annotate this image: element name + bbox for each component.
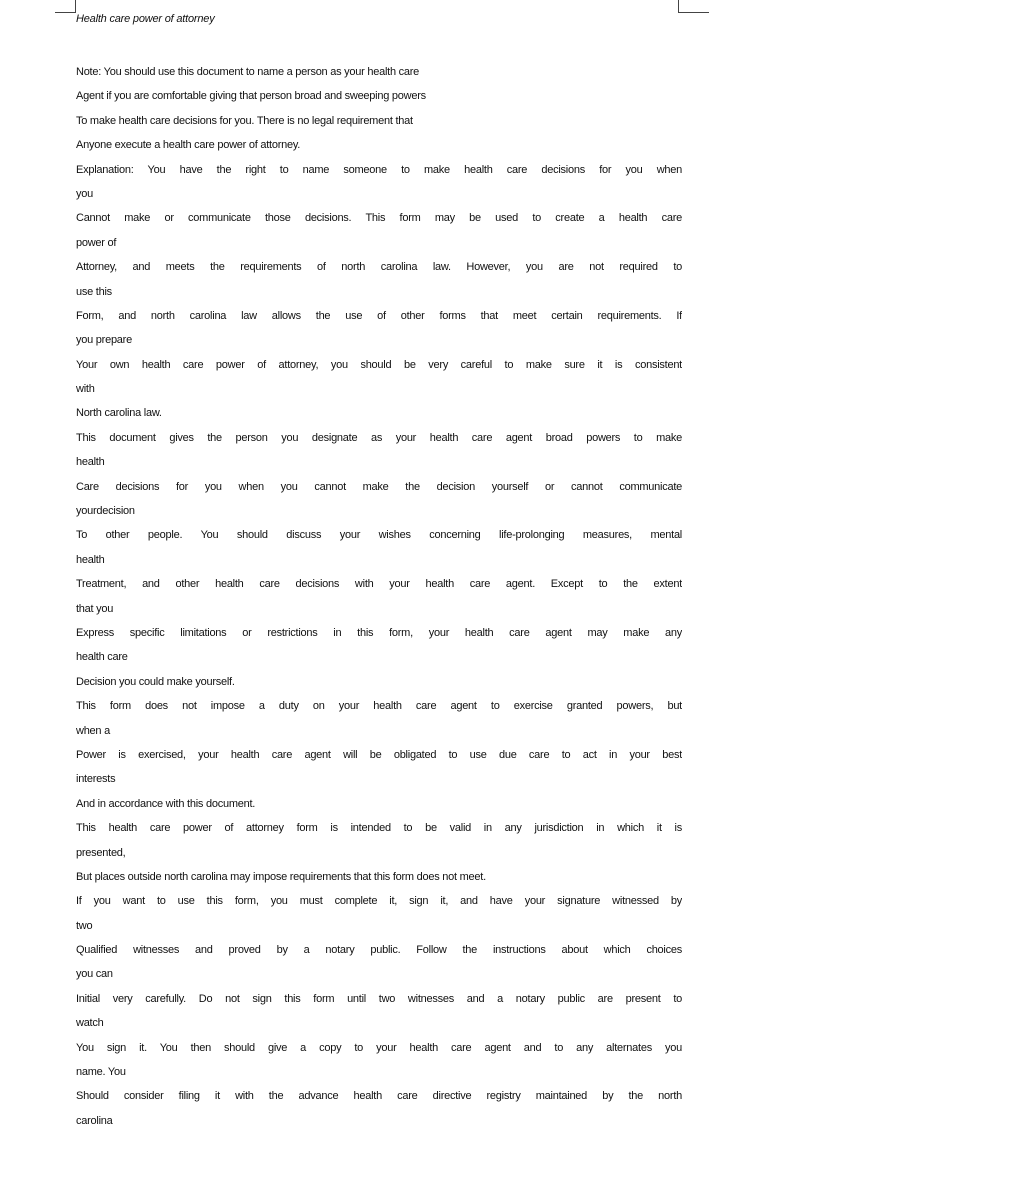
document-line: watch xyxy=(76,1017,104,1030)
document-line: North carolina law. xyxy=(76,407,162,420)
document-line: Note: You should use this document to name a person as your health care xyxy=(76,66,420,78)
document-line: yourdecision xyxy=(76,505,135,518)
document-line: with xyxy=(76,383,95,396)
document-line: Power is exercised, your health care agent will be obligated to use due care to act in your best xyxy=(76,748,682,761)
document-line: Agent if you are comfortable giving that person broad and sweeping powers xyxy=(76,90,426,103)
document-line: Express specific limitations or restrictions in this form, your health care agent may make any xyxy=(76,626,682,639)
document-line: health care xyxy=(76,651,128,664)
document-line: name. You xyxy=(76,1066,126,1079)
document-line: But places outside north carolina may impose requirements that this form does not meet. xyxy=(76,870,486,883)
document-line: you xyxy=(76,187,93,200)
document-title: Health care power of attorney xyxy=(76,13,215,25)
document-line: This document gives the person you designate as your health care agent broad powers to make xyxy=(76,431,682,444)
document-line: you prepare xyxy=(76,334,132,347)
document-line: carolina xyxy=(76,1114,113,1127)
document-line: you can xyxy=(76,968,113,981)
document-line: Your own health care power of attorney, you should be very careful to make sure it is consistent xyxy=(76,358,682,371)
margin-corner-mark-top-right xyxy=(678,0,709,13)
document-line: This form does not impose a duty on your health care agent to exercise granted powers, but xyxy=(76,700,682,713)
document-line: health xyxy=(76,456,105,469)
document-line: To other people. You should discuss your wishes concerning life-prolonging measures, mental xyxy=(76,529,682,542)
document-line: To make health care decisions for you. There is no legal requirement that xyxy=(76,114,413,127)
document-line: Initial very carefully. Do not sign this form until two witnesses and a notary public are present to xyxy=(76,992,682,1005)
document-line: Decision you could make yourself. xyxy=(76,675,235,688)
document-line: presented, xyxy=(76,846,126,859)
document-line: This health care power of attorney form is intended to be valid in any jurisdiction in which it is xyxy=(76,822,682,835)
document-line: that you xyxy=(76,602,114,615)
document-line: Explanation: You have the right to name someone to make health care decisions for you when xyxy=(76,163,682,176)
document-line: Anyone execute a health care power of attorney. xyxy=(76,139,301,152)
margin-corner-mark-top-left xyxy=(55,0,76,13)
document-line: Care decisions for you when you cannot make the decision yourself or cannot communicate xyxy=(76,480,682,493)
document-line: when a xyxy=(76,724,110,737)
document-line: Treatment, and other health care decisions with your health care agent. Except to the extent xyxy=(76,578,682,591)
document-body[interactable] xyxy=(76,10,682,1133)
document-line: Attorney, and meets the requirements of north carolina law. However, you are not required to xyxy=(76,261,682,274)
document-line: Form, and north carolina law allows the use of other forms that meet certain requirements. If xyxy=(76,309,682,322)
document-line: interests xyxy=(76,773,116,786)
document-line: And in accordance with this document. xyxy=(76,797,256,810)
document-line: use this xyxy=(76,285,112,298)
document-line: power of xyxy=(76,236,117,249)
document-text xyxy=(76,60,682,1133)
document-line: Qualified witnesses and proved by a notary public. Follow the instructions about which choices xyxy=(76,944,682,957)
document-line: Cannot make or communicate those decisions. This form may be used to create a health care xyxy=(76,212,682,225)
document-line: two xyxy=(76,919,93,932)
document-line: Should consider filing it with the advance health care directive registry maintained by the north xyxy=(76,1090,682,1103)
document-line: health xyxy=(76,553,105,566)
document-line: You sign it. You then should give a copy to your health care agent and to any alternates you xyxy=(76,1041,682,1054)
document-line: If you want to use this form, you must complete it, sign it, and have your signature witnessed by xyxy=(76,895,682,908)
